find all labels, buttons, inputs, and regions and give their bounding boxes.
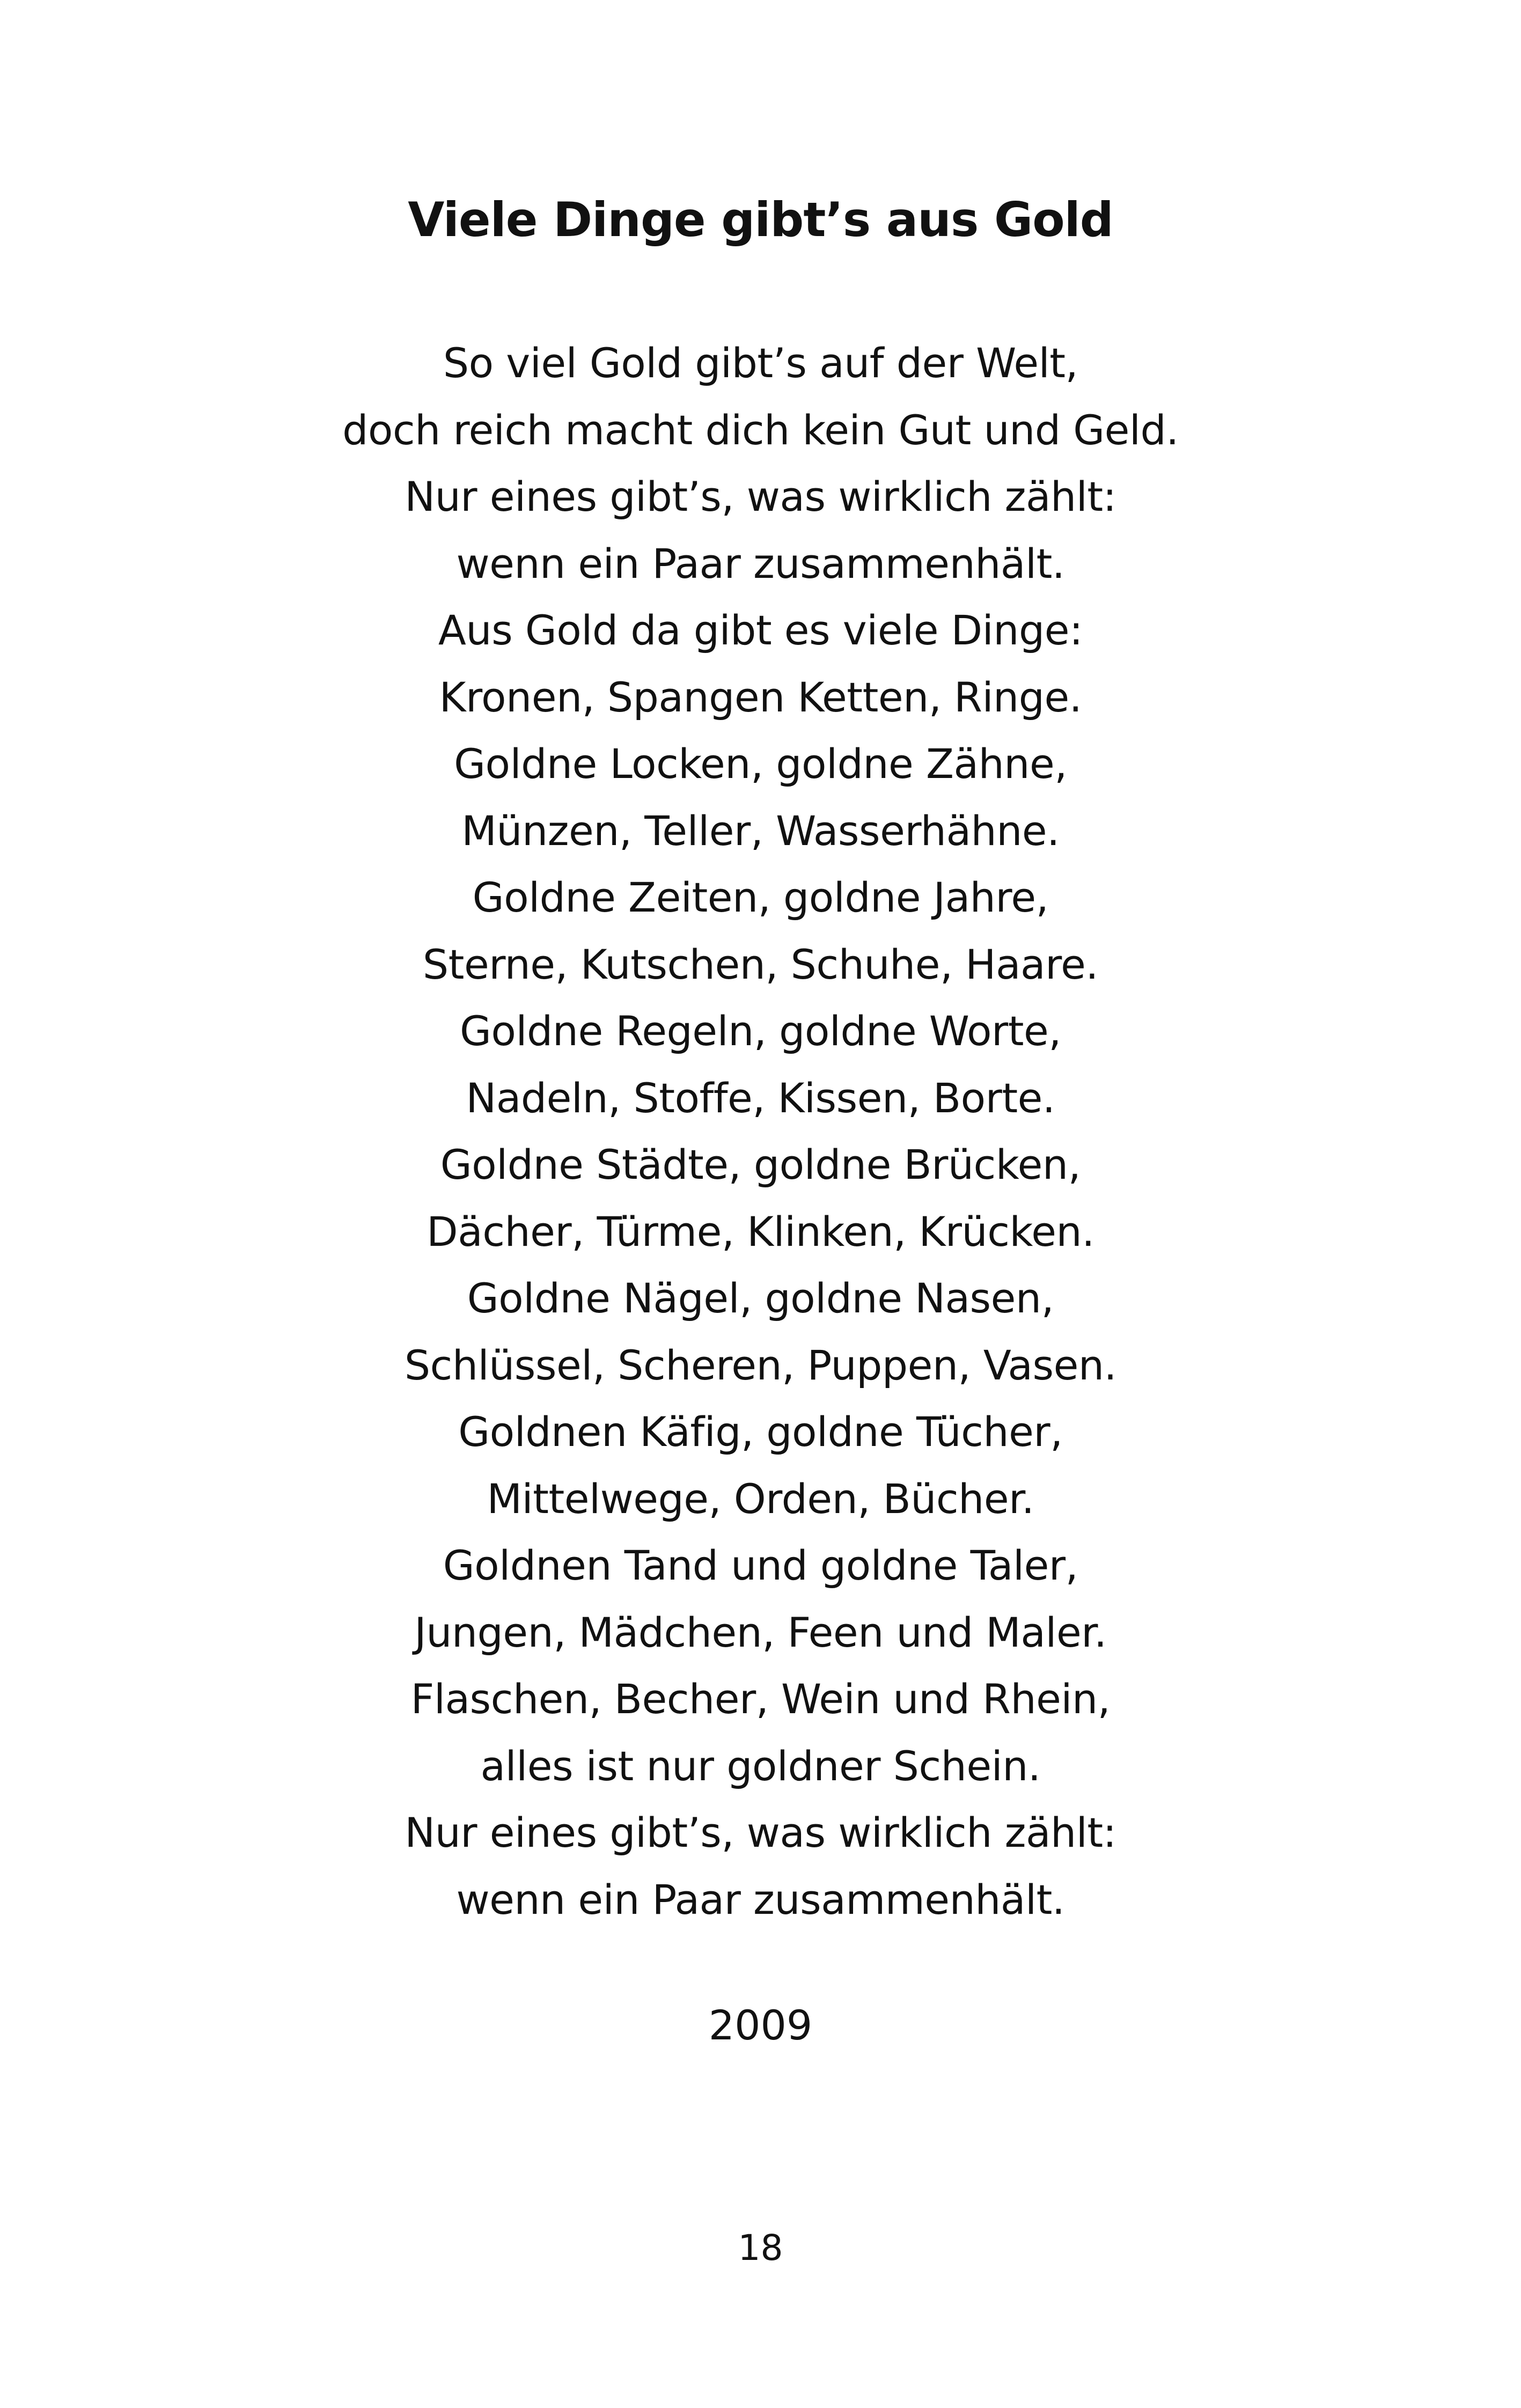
poem-line: Goldnen Tand und goldne Taler, (443, 1541, 1078, 1589)
poem-line: Goldne Regeln, goldne Worte, (460, 1007, 1061, 1055)
poem-line: Münzen, Teller, Wasserhähne. (461, 806, 1060, 855)
poem-line: Sterne, Kutschen, Schuhe, Haare. (422, 940, 1099, 988)
poem-line: So viel Gold gibt’s auf der Welt, (443, 339, 1078, 387)
poem-line: Goldne Nägel, goldne Nasen, (467, 1274, 1054, 1322)
poem-line: Flaschen, Becher, Wein und Rhein, (410, 1675, 1111, 1723)
poem-line: alles ist nur goldner Schein. (480, 1742, 1041, 1790)
poem-line: Aus Gold da gibt es viele Dinge: (438, 606, 1083, 654)
poem-line: Nur eines gibt’s, was wirklich zählt: (405, 1809, 1116, 1856)
poem-line: wenn ein Paar zusammenhält. (456, 539, 1065, 588)
poem-year: 2009 (708, 2001, 813, 2049)
poem-title: Viele Dinge gibt’s aus Gold (408, 192, 1113, 247)
page-number: 18 (738, 2227, 783, 2268)
poem-line: Nadeln, Stoffe, Kissen, Borte. (466, 1074, 1055, 1122)
poem-line: Goldnen Käfig, goldne Tücher, (458, 1408, 1063, 1456)
poem-line: Dächer, Türme, Klinken, Krücken. (427, 1207, 1094, 1256)
poem-line: Schlüssel, Scheren, Puppen, Vasen. (404, 1341, 1117, 1389)
poem-line: Goldne Städte, goldne Brücken, (440, 1141, 1081, 1188)
poem-line: Goldne Locken, goldne Zähne, (454, 740, 1067, 788)
poem-line: Mittelwege, Orden, Bücher. (487, 1474, 1034, 1523)
poem-line: Kronen, Spangen Ketten, Ringe. (439, 673, 1082, 721)
poem-line: Jungen, Mädchen, Feen und Maler. (414, 1608, 1107, 1656)
poem-line: doch reich macht dich kein Gut und Geld. (342, 406, 1179, 454)
poem-line: wenn ein Paar zusammenhält. (456, 1875, 1065, 1924)
poem-body (0, 330, 1521, 1933)
poem-line: Goldne Zeiten, goldne Jahre, (472, 873, 1049, 921)
poem-line: Nur eines gibt’s, was wirklich zählt: (405, 473, 1116, 520)
